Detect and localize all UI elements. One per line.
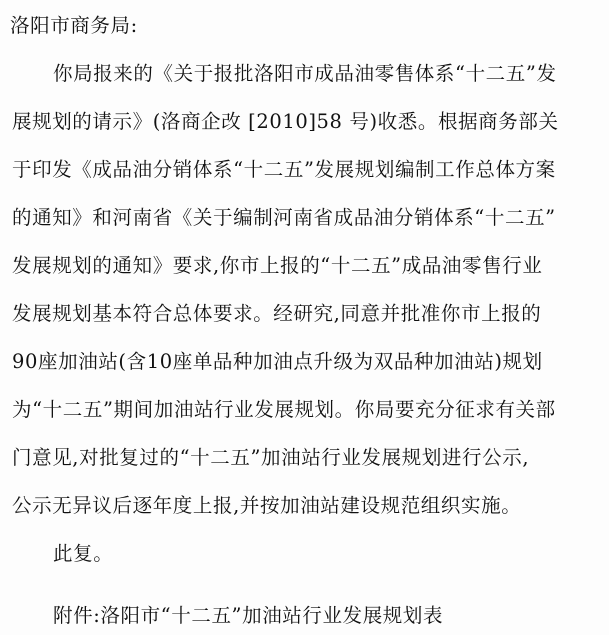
addressee: 洛阳市商务局: xyxy=(10,14,138,37)
body-line-1: 你局报来的《关于报批洛阳市成品油零售体系“十二五”发 xyxy=(53,62,557,85)
body-line-8: 为“十二五”期间加油站行业发展规划。你局要充分征求有关部 xyxy=(12,398,556,421)
attachment-line: 附件:洛阳市“十二五”加油站行业发展规划表 xyxy=(53,604,444,627)
body-line-9: 门意见,对批复过的“十二五”加油站行业发展规划进行公示, xyxy=(12,446,530,469)
body-line-6: 发展规划基本符合总体要求。经研究,同意并批准你市上报的 xyxy=(12,302,542,325)
body-line-10: 公示无异议后逐年度上报,并按加油站建设规范组织实施。 xyxy=(12,494,522,517)
body-line-2: 展规划的请示》(洛商企改 [2010]58 号)收悉。根据商务部关 xyxy=(12,110,559,133)
body-line-5: 发展规划的通知》要求,你市上报的“十二五”成品油零售行业 xyxy=(12,254,543,277)
body-line-3: 于印发《成品油分销体系“十二五”发展规划编制工作总体方案 xyxy=(12,158,556,181)
body-line-7: 90座加油站(含10座单品种加油点升级为双品种加油站)规划 xyxy=(12,350,543,373)
closing-text: 此复。 xyxy=(53,542,114,565)
body-line-4: 的通知》和河南省《关于编制河南省成品油分销体系“十二五” xyxy=(12,206,556,229)
